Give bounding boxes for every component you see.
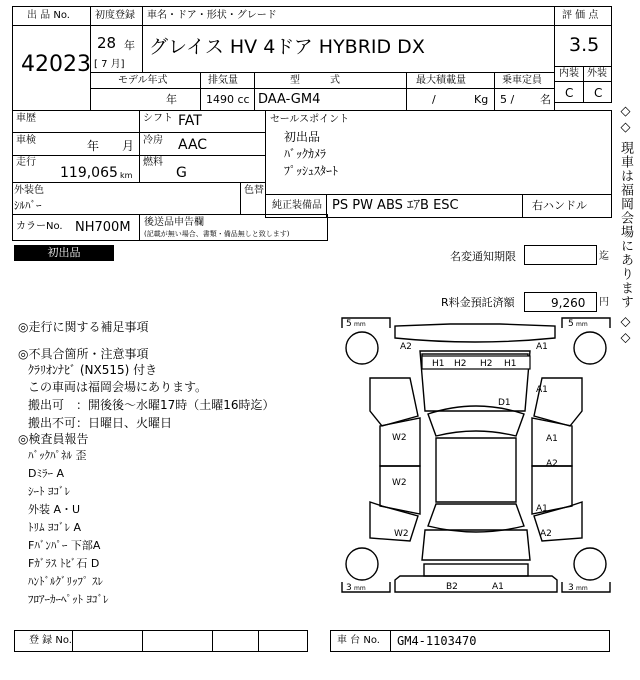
ac-label: 冷房 bbox=[143, 135, 163, 146]
first-listing-tag: 初出品 bbox=[14, 245, 114, 261]
defect-line-2: この車両は福岡会場にあります。 bbox=[28, 380, 208, 394]
first-reg-year-unit: 年 bbox=[124, 39, 135, 52]
tread-tl-value: 5 bbox=[346, 319, 352, 329]
mark-rear-bumper-right: A1 bbox=[492, 582, 504, 592]
mark-left-rear-door: W2 bbox=[392, 478, 407, 488]
interior-label: 内装 bbox=[559, 68, 579, 79]
score-label-cell bbox=[554, 6, 612, 26]
reg-no-label: 登 録 No. bbox=[29, 635, 72, 646]
first-reg-value-cell bbox=[90, 25, 143, 73]
fuel-value: G bbox=[176, 165, 187, 181]
max-load-unit: Kg bbox=[474, 93, 489, 106]
mark-right-front-door-2: A2 bbox=[546, 459, 558, 469]
rear-bumper bbox=[395, 576, 557, 592]
defect-line-3: 搬出可 ：開後後～水曜17時（土曜16時迄） bbox=[28, 398, 275, 412]
defects-title: ◎不具合箇所・注意事項 bbox=[18, 347, 149, 361]
shift-label: シフト bbox=[143, 113, 173, 124]
wheel-rear-right bbox=[574, 548, 606, 580]
tread-bl-unit: mm bbox=[354, 585, 366, 592]
score-label: 評 価 点 bbox=[562, 10, 599, 21]
exterior-label: 外装 bbox=[587, 68, 607, 79]
inspection-label: 車検 bbox=[16, 135, 36, 146]
tread-bl-value: 3 bbox=[346, 583, 352, 593]
exterior-value: C bbox=[594, 86, 603, 100]
inspector-line-4: 外装 A・U bbox=[28, 503, 81, 516]
front-bumper bbox=[395, 324, 555, 342]
color-no-label: カラーNo. bbox=[16, 221, 63, 232]
wheel-front-left bbox=[346, 332, 378, 364]
interior-label-cell bbox=[554, 66, 584, 82]
equipment-value: PS PW ABS ｴｱB ESC bbox=[332, 198, 459, 213]
ext-color-label: 外装色 bbox=[14, 185, 44, 196]
capacity-label: 乗車定員 bbox=[502, 75, 542, 86]
first-reg-label: 初度登録 bbox=[95, 10, 135, 21]
recycle-value-box bbox=[524, 292, 597, 312]
chassis-value: GM4-1103470 bbox=[397, 634, 477, 648]
tread-tr-value: 5 bbox=[568, 319, 574, 329]
reg-no-box bbox=[14, 630, 308, 652]
color-no-cell bbox=[12, 214, 140, 241]
roof bbox=[436, 438, 516, 502]
sales-points-box bbox=[265, 110, 612, 195]
color-no-value: NH700M bbox=[75, 220, 131, 235]
side-banner: ◇◇ 現車は福岡会場にあります ◇◇ bbox=[618, 103, 633, 347]
name-change-unit: 迄 bbox=[599, 251, 609, 262]
mark-front-bumper-left: A2 bbox=[400, 342, 412, 352]
steering-value: 右ハンドル bbox=[532, 199, 587, 212]
mileage-label: 走行 bbox=[16, 157, 36, 168]
inspector-line-6: Fﾊﾞﾝﾊﾟｰ 下部A bbox=[28, 539, 101, 552]
exterior-label-cell bbox=[583, 66, 612, 82]
mark-h1: H1 bbox=[432, 359, 445, 369]
mileage-unit: km bbox=[120, 171, 133, 180]
mark-right-fender: A1 bbox=[536, 385, 548, 395]
recycle-value: 9,260 bbox=[551, 296, 586, 310]
mileage-value: 119,065 bbox=[60, 165, 118, 181]
name-change-label: 名変通知期限 bbox=[450, 250, 516, 263]
capacity-value: 5 / bbox=[500, 93, 515, 106]
equipment-box bbox=[265, 194, 612, 218]
score-value-cell bbox=[554, 25, 612, 67]
first-reg-year: 28 bbox=[97, 34, 117, 52]
sales-point-3: ﾌﾟｯｼｭｽﾀｰﾄ bbox=[284, 164, 339, 178]
wheel-rear-left bbox=[346, 548, 378, 580]
mark-h2a: H2 bbox=[454, 359, 467, 369]
exterior-value-cell bbox=[583, 81, 612, 103]
inspector-line-5: ﾄﾘﾑ ﾖｺﾞﾚ A bbox=[28, 521, 82, 534]
mark-left-quarter: W2 bbox=[394, 529, 409, 539]
lot-number: 42023 bbox=[21, 52, 91, 77]
sales-point-2: ﾊﾞｯｸｶﾒﾗ bbox=[284, 147, 327, 161]
defect-line-1: ｸﾗﾘｵﾝﾅﾋﾞ (NX515) 付き bbox=[28, 363, 158, 377]
ext-color-value: ｼﾙﾊﾞｰ bbox=[14, 199, 42, 212]
displacement-label: 排気量 bbox=[208, 75, 238, 86]
sales-points-title: セールスポイント bbox=[270, 114, 350, 125]
max-load-label: 最大積載量 bbox=[416, 75, 466, 86]
capacity-unit: 名 bbox=[540, 93, 551, 106]
wheel-front-right bbox=[574, 332, 606, 364]
sales-point-1: 初出品 bbox=[284, 130, 321, 144]
aftermarket-label: 後送品申告欄 bbox=[144, 217, 204, 228]
first-reg-label-cell bbox=[90, 6, 143, 26]
model-year-label: モデル年式 bbox=[118, 75, 168, 86]
defect-line-4: 搬出不可：日曜日、火曜日 bbox=[28, 416, 173, 430]
recycle-unit: 円 bbox=[599, 297, 609, 308]
inspector-line-8: ﾊﾝﾄﾞﾙｸﾞﾘｯﾌﾟ ｽﾚ bbox=[28, 575, 103, 588]
ac-value: AAC bbox=[178, 137, 208, 153]
mark-d1: D1 bbox=[498, 398, 511, 408]
tread-tr-unit: mm bbox=[576, 321, 588, 328]
type-label: 型 式 bbox=[290, 75, 340, 86]
max-load-value: / bbox=[432, 93, 436, 106]
chassis-label: 車 台 No. bbox=[337, 635, 380, 646]
recycle-label: R料金預託済額 bbox=[441, 296, 515, 309]
car-name-value-cell bbox=[142, 25, 555, 73]
lot-value-cell bbox=[12, 25, 91, 111]
rear-window bbox=[428, 504, 524, 532]
tread-br-value: 3 bbox=[568, 583, 574, 593]
displacement-value: 1490 cc bbox=[206, 93, 250, 106]
mark-front-bumper-right: A1 bbox=[536, 342, 548, 352]
inspector-line-1: ﾊﾞｯｸﾊﾟﾈﾙ 歪 bbox=[28, 449, 87, 462]
mark-right-front-door-1: A1 bbox=[546, 434, 558, 444]
aftermarket-note: (記載が無い場合、書類・備品無しと致します) bbox=[144, 230, 290, 238]
tread-tl-unit: mm bbox=[354, 321, 366, 328]
inspector-line-9: ﾌﾛｱｰｶｰﾍﾟｯﾄ ﾖｺﾞﾚ bbox=[28, 593, 109, 606]
interior-value-cell bbox=[554, 81, 584, 103]
inspector-line-7: Fｶﾞﾗｽ ﾄﾋﾞ石 D bbox=[28, 557, 100, 570]
car-name-label: 車名・ドア・形状・グレード bbox=[147, 10, 277, 21]
fuel-label: 燃料 bbox=[143, 157, 163, 168]
lot-label-cell bbox=[12, 6, 91, 26]
inspection-year: 年 bbox=[87, 139, 100, 153]
inspector-line-3: ｼｰﾄ ﾖｺﾞﾚ bbox=[28, 485, 70, 498]
car-damage-diagram bbox=[340, 316, 612, 602]
type-value: DAA-GM4 bbox=[258, 92, 321, 107]
aftermarket-cell bbox=[139, 214, 328, 241]
driving-notes-title: ◎走行に関する補足事項 bbox=[18, 320, 149, 334]
color-change-label: 色替 bbox=[244, 185, 264, 196]
mark-right-quarter: A2 bbox=[540, 529, 552, 539]
mark-left-front-door: W2 bbox=[392, 433, 407, 443]
car-name-label-cell bbox=[142, 6, 555, 26]
score-value: 3.5 bbox=[569, 34, 600, 56]
lot-label: 出 品 No. bbox=[27, 10, 70, 21]
inspector-title: ◎検査員報告 bbox=[18, 432, 89, 446]
left-front-fender bbox=[370, 378, 418, 426]
history-label: 車歴 bbox=[16, 113, 36, 124]
car-name: グレイス HV 4ドア HYBRID DX bbox=[149, 36, 425, 58]
name-change-value-box bbox=[524, 245, 597, 265]
model-year-value: 年 bbox=[166, 93, 177, 106]
trunk bbox=[422, 530, 530, 560]
first-reg-month: [ 7 月] bbox=[94, 59, 125, 70]
shift-value: FAT bbox=[178, 113, 202, 129]
mark-rear-bumper-left: B2 bbox=[446, 582, 458, 592]
tread-br-unit: mm bbox=[576, 585, 588, 592]
equipment-label: 純正装備品 bbox=[272, 200, 322, 211]
chassis-box bbox=[330, 630, 610, 652]
inspector-line-2: Dﾐﾗｰ A bbox=[28, 467, 64, 480]
inspection-month: 月 bbox=[122, 139, 135, 153]
interior-value: C bbox=[565, 86, 574, 100]
tail-strip bbox=[424, 564, 528, 576]
mark-right-rear-door: A1 bbox=[536, 504, 548, 514]
mark-h1b: H1 bbox=[504, 359, 517, 369]
mark-h2b: H2 bbox=[480, 359, 493, 369]
